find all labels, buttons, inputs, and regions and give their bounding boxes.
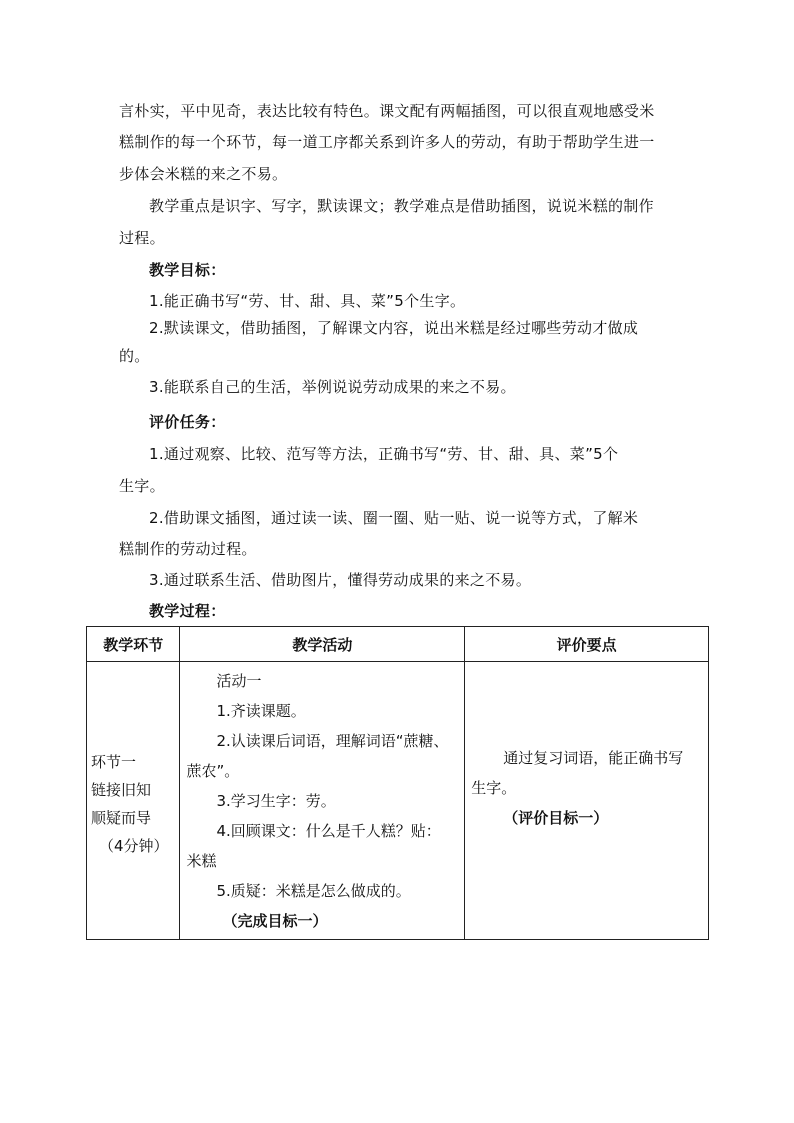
- evaluation-cell: [465, 662, 709, 940]
- activity-goal-note: （完成目标一）: [222, 912, 328, 930]
- task-item-1: 1.通过观察、比较、范写等方法，正确书写“劳、甘、甜、具、菜”5个: [149, 445, 619, 463]
- evaluation-line-1: 通过复习词语，能正确书写: [503, 748, 684, 767]
- evaluation-goal-note: （评价目标一）: [503, 808, 609, 827]
- intro-line-2: 糕制作的每一个环节，每一道工序都关系到许多人的劳动，有助于帮助学生进一: [119, 133, 655, 151]
- intro-line-1: 言朴实，平中见奇，表达比较有特色。课文配有两幅插图，可以很直观地感受米: [119, 102, 655, 120]
- stage-cell: [87, 662, 180, 940]
- focus-line-1: 教学重点是识字、写字，默读课文；教学难点是借助插图，说说米糕的制作: [149, 197, 654, 215]
- activity-title: 活动一: [216, 672, 262, 690]
- table-header-row: [87, 627, 709, 662]
- task-item-2: 2.借助课文插图，通过读一读、圈一圈、贴一贴、说一说等方式，了解米: [149, 509, 639, 527]
- evaluation-line-2: 生字。: [471, 778, 517, 797]
- activity-item-3: 3.学习生字：劳。: [216, 792, 336, 810]
- lesson-table: [86, 626, 709, 940]
- table-row: [87, 662, 709, 940]
- header-activity: 教学活动: [180, 627, 465, 662]
- focus-line-2: 过程。: [119, 229, 165, 247]
- activity-item-1: 1.齐读课题。: [216, 702, 306, 720]
- tasks-heading: 评价任务：: [149, 413, 226, 431]
- intro-line-3: 步体会米糕的来之不易。: [119, 165, 288, 183]
- activity-item-5: 5.质疑：米糕是怎么做成的。: [216, 882, 411, 900]
- activity-item-2-cont: 蔗农”。: [186, 762, 240, 780]
- activity-item-4-cont: 米糕: [186, 852, 217, 870]
- stage-line-1: 环节一: [91, 752, 137, 771]
- objective-item-2-cont: 的。: [119, 347, 150, 365]
- header-evaluation: 评价要点: [465, 627, 709, 662]
- task-item-3: 3.通过联系生活、借助图片，懂得劳动成果的来之不易。: [149, 571, 532, 589]
- task-item-2-cont: 糕制作的劳动过程。: [119, 540, 257, 558]
- objective-item-1: 1.能正确书写“劳、甘、甜、具、菜”5个生字。: [149, 292, 466, 310]
- objective-item-2: 2.默读课文，借助插图，了解课文内容，说出米糕是经过哪些劳动才做成: [149, 319, 639, 337]
- activity-cell: [180, 662, 465, 940]
- objectives-heading: 教学目标：: [149, 261, 226, 279]
- activity-item-4: 4.回顾课文：什么是千人糕？贴：: [216, 822, 441, 840]
- stage-line-2: 链接旧知: [91, 780, 152, 799]
- objective-item-3: 3.能联系自己的生活，举例说说劳动成果的来之不易。: [149, 378, 516, 396]
- stage-line-4: （4分钟）: [99, 836, 169, 855]
- task-item-1-cont: 生字。: [119, 477, 165, 495]
- activity-item-2: 2.认读课后词语，理解词语“蔗糖、: [216, 732, 449, 750]
- header-stage: 教学环节: [87, 627, 180, 662]
- stage-line-3: 顺疑而导: [91, 808, 152, 827]
- process-heading: 教学过程：: [149, 602, 226, 620]
